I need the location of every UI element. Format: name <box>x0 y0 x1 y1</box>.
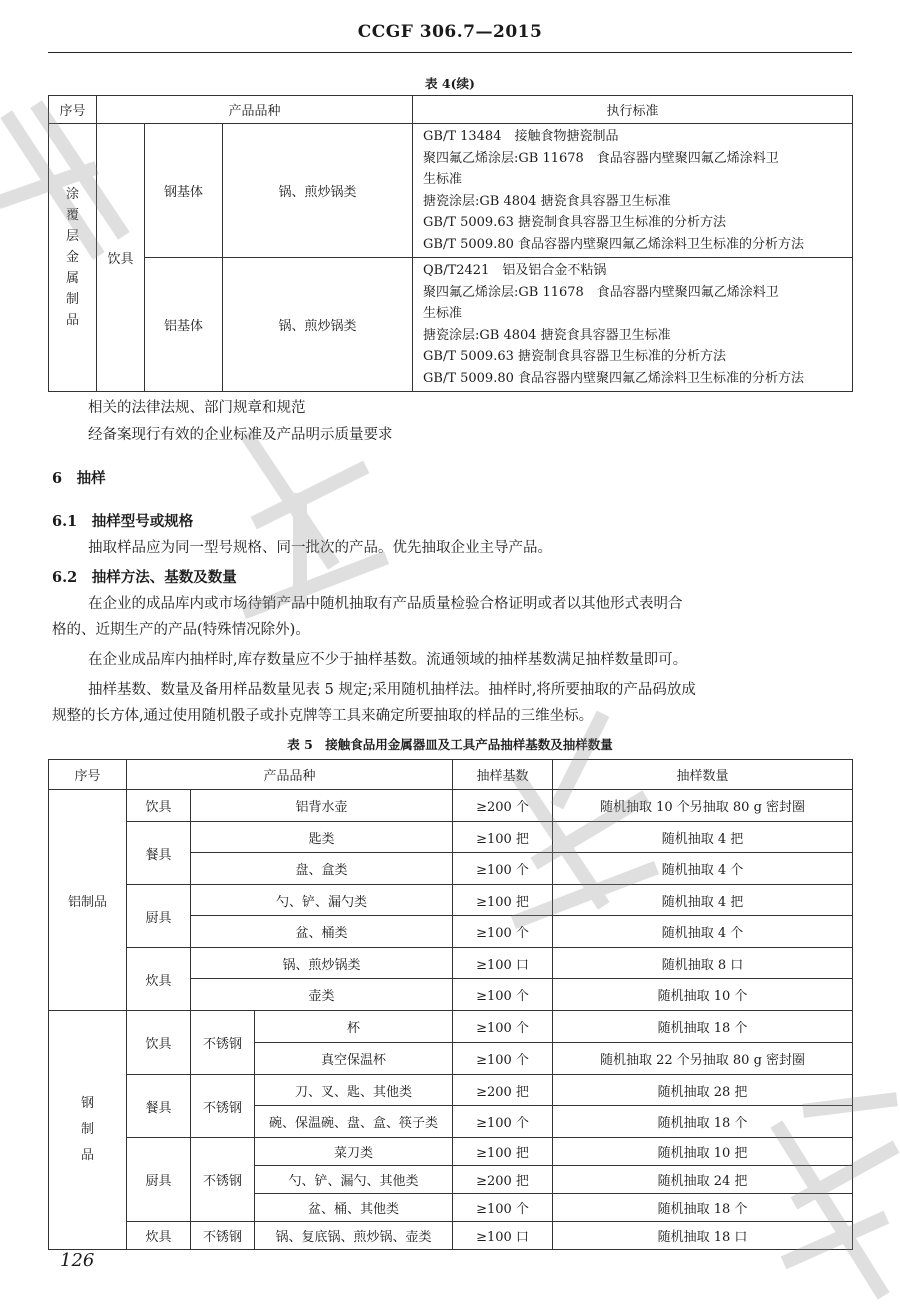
table5-qty: 随机抽取 4 把 <box>553 822 853 853</box>
table5-base: ≥100 把 <box>453 822 553 853</box>
table5-header-product: 产品品种 <box>127 760 453 790</box>
standard-line: GB/T 5009.80 食品容器内壁聚四氟乙烯涂料卫生标准的分析方法 <box>423 370 805 386</box>
table4-header-product: 产品品种 <box>97 96 413 124</box>
section-heading: 6.1 抽样型号或规格 <box>52 513 194 530</box>
paragraph: 格的、近期生产的产品(特殊情况除外)。 <box>52 622 310 638</box>
paragraph: 在企业成品库内抽样时,库存数量应不少于抽样基数。流通领域的抽样基数满足抽样数量即可。 <box>88 652 688 668</box>
table4-substrate: 钢基体 <box>145 124 223 258</box>
table5-material: 不锈钢 <box>191 1075 255 1138</box>
standard-line: GB/T 5009.63 搪瓷制食具容器卫生标准的分析方法 <box>423 349 727 364</box>
table5-base: ≥200 把 <box>453 1166 553 1194</box>
table5-base: ≥100 个 <box>453 979 553 1011</box>
category-char: 层 <box>65 229 79 244</box>
category-char: 钢 <box>80 1096 94 1111</box>
table5-item: 盆、桶、其他类 <box>255 1194 453 1222</box>
table5-base: ≥100 个 <box>453 1106 553 1138</box>
table5-item: 菜刀类 <box>255 1138 453 1166</box>
table5-base: ≥100 口 <box>453 1222 553 1250</box>
paragraph: 抽样基数、数量及备用样品数量见表 5 规定;采用随机抽样法。抽样时,将所要抽取的产品码放成 <box>88 682 696 698</box>
table5-caption: 表 5 接触食品用金属器皿及工具产品抽样基数及抽样数量 <box>287 737 613 752</box>
standard-line: 生标准 <box>423 306 463 321</box>
table5-base: ≥100 个 <box>453 1194 553 1222</box>
table5-base: ≥100 个 <box>453 853 553 885</box>
standard-line: 聚四氟乙烯涂层:GB 11678 食品容器内壁聚四氟乙烯涂料卫 <box>423 150 779 166</box>
table5-group: 炊具 <box>127 1222 191 1250</box>
standard-line: GB/T 13484 接触食物搪瓷制品 <box>423 129 619 144</box>
standard-line: 聚四氟乙烯涂层:GB 11678 食品容器内壁聚四氟乙烯涂料卫 <box>423 284 779 300</box>
table5-qty: 随机抽取 18 个 <box>553 1194 853 1222</box>
table5-base: ≥100 把 <box>453 885 553 916</box>
table5-material: 不锈钢 <box>191 1222 255 1250</box>
table5-group: 饮具 <box>127 790 191 822</box>
standard-line: QB/T2421 铝及铝合金不粘锅 <box>423 263 607 278</box>
table5-qty: 随机抽取 4 把 <box>553 885 853 916</box>
table5-qty: 随机抽取 18 口 <box>553 1222 853 1250</box>
category-char: 品 <box>65 313 79 328</box>
table5-header-base: 抽样基数 <box>453 760 553 790</box>
table5-qty: 随机抽取 4 个 <box>553 853 853 885</box>
table5-qty: 随机抽取 18 个 <box>553 1011 853 1043</box>
document-code-header: CCGF 306.7—2015 <box>357 22 543 42</box>
table4-variety: 锅、煎炒锅类 <box>223 258 413 392</box>
table5-qty: 随机抽取 22 个另抽取 80 g 密封圈 <box>553 1043 853 1075</box>
table5-base: ≥100 口 <box>453 948 553 979</box>
standard-line: 生标准 <box>423 172 463 187</box>
category-char: 金 <box>65 250 79 265</box>
table4-header-standard: 执行标准 <box>413 96 853 124</box>
table5-base: ≥100 个 <box>453 1043 553 1075</box>
standard-line: 搪瓷涂层:GB 4804 搪瓷食具容器卫生标准 <box>423 193 671 209</box>
table4-variety: 锅、煎炒锅类 <box>223 124 413 258</box>
table5-item: 锅、复底锅、煎炒锅、壶类 <box>255 1222 453 1250</box>
section-heading: 6.2 抽样方法、基数及数量 <box>52 569 237 586</box>
table5-item: 真空保温杯 <box>255 1043 453 1075</box>
section-heading: 6 抽样 <box>52 470 106 487</box>
table5-base: ≥100 个 <box>453 916 553 948</box>
category-char: 覆 <box>65 208 79 223</box>
standard-line: GB/T 5009.63 搪瓷制食具容器卫生标准的分析方法 <box>423 215 727 230</box>
category-char: 制 <box>65 292 79 307</box>
table5-group: 炊具 <box>127 948 191 1011</box>
table5-header-index: 序号 <box>49 760 127 790</box>
table5-qty: 随机抽取 18 个 <box>553 1106 853 1138</box>
paragraph: 规整的长方体,通过使用随机骰子或扑克牌等工具来确定所要抽取的样品的三维坐标。 <box>52 708 594 724</box>
standard-line: GB/T 5009.80 食品容器内壁聚四氟乙烯涂料卫生标准的分析方法 <box>423 236 805 252</box>
table5-qty: 随机抽取 4 个 <box>553 916 853 948</box>
paragraph: 抽取样品应为同一型号规格、同一批次的产品。优先抽取企业主导产品。 <box>88 540 552 556</box>
category-char: 制 <box>80 1122 94 1137</box>
table5-item: 盆、桶类 <box>191 916 453 948</box>
table5-item: 匙类 <box>191 822 453 853</box>
category-char: 属 <box>65 271 79 286</box>
table5-qty: 随机抽取 10 把 <box>553 1138 853 1166</box>
table5-item: 勺、铲、漏勺类 <box>191 885 453 916</box>
table4-caption: 表 4(续) <box>425 76 475 91</box>
table5-item: 杯 <box>255 1011 453 1043</box>
table5-base: ≥200 个 <box>453 790 553 822</box>
table5-item: 勺、铲、漏勺、其他类 <box>255 1166 453 1194</box>
table5-item: 壶类 <box>191 979 453 1011</box>
table5-group: 餐具 <box>127 1075 191 1138</box>
table5-header-qty: 抽样数量 <box>553 760 853 790</box>
table4-header-index: 序号 <box>49 96 97 124</box>
table5-item: 碗、保温碗、盘、盒、筷子类 <box>255 1106 453 1138</box>
table5-material: 不锈钢 <box>191 1138 255 1222</box>
table5-group: 厨具 <box>127 885 191 948</box>
table5-item: 刀、叉、匙、其他类 <box>255 1075 453 1106</box>
paragraph: 在企业的成品库内或市场待销产品中随机抽取有产品质量检验合格证明或者以其他形式表明合 <box>88 596 683 612</box>
table5-material: 不锈钢 <box>191 1011 255 1075</box>
page-number: 126 <box>60 1250 95 1271</box>
table5-base: ≥100 个 <box>453 1011 553 1043</box>
table5-qty: 随机抽取 24 把 <box>553 1166 853 1194</box>
table5-qty: 随机抽取 10 个另抽取 80 g 密封圈 <box>553 790 853 822</box>
table5-base: ≥200 把 <box>453 1075 553 1106</box>
paragraph: 经备案现行有效的企业标准及产品明示质量要求 <box>88 427 393 443</box>
table5-item: 锅、煎炒锅类 <box>191 948 453 979</box>
table4-subcategory: 饮具 <box>97 124 145 392</box>
table5-item: 盘、盒类 <box>191 853 453 885</box>
standard-line: 搪瓷涂层:GB 4804 搪瓷食具容器卫生标准 <box>423 327 671 343</box>
paragraph: 相关的法律法规、部门规章和规范 <box>88 400 306 416</box>
table5-group: 饮具 <box>127 1011 191 1075</box>
table5-base: ≥100 把 <box>453 1138 553 1166</box>
watermark-strokes <box>5 110 890 1290</box>
table5-item: 铝背水壶 <box>191 790 453 822</box>
table5-qty: 随机抽取 8 口 <box>553 948 853 979</box>
table5-group: 厨具 <box>127 1138 191 1222</box>
table4-substrate: 铝基体 <box>145 258 223 392</box>
table5-qty: 随机抽取 10 个 <box>553 979 853 1011</box>
table5-qty: 随机抽取 28 把 <box>553 1075 853 1106</box>
category-char: 涂 <box>65 187 79 202</box>
category-char: 品 <box>80 1148 94 1163</box>
table5-group: 餐具 <box>127 822 191 885</box>
table5-category-alu: 铝制品 <box>49 790 127 1011</box>
